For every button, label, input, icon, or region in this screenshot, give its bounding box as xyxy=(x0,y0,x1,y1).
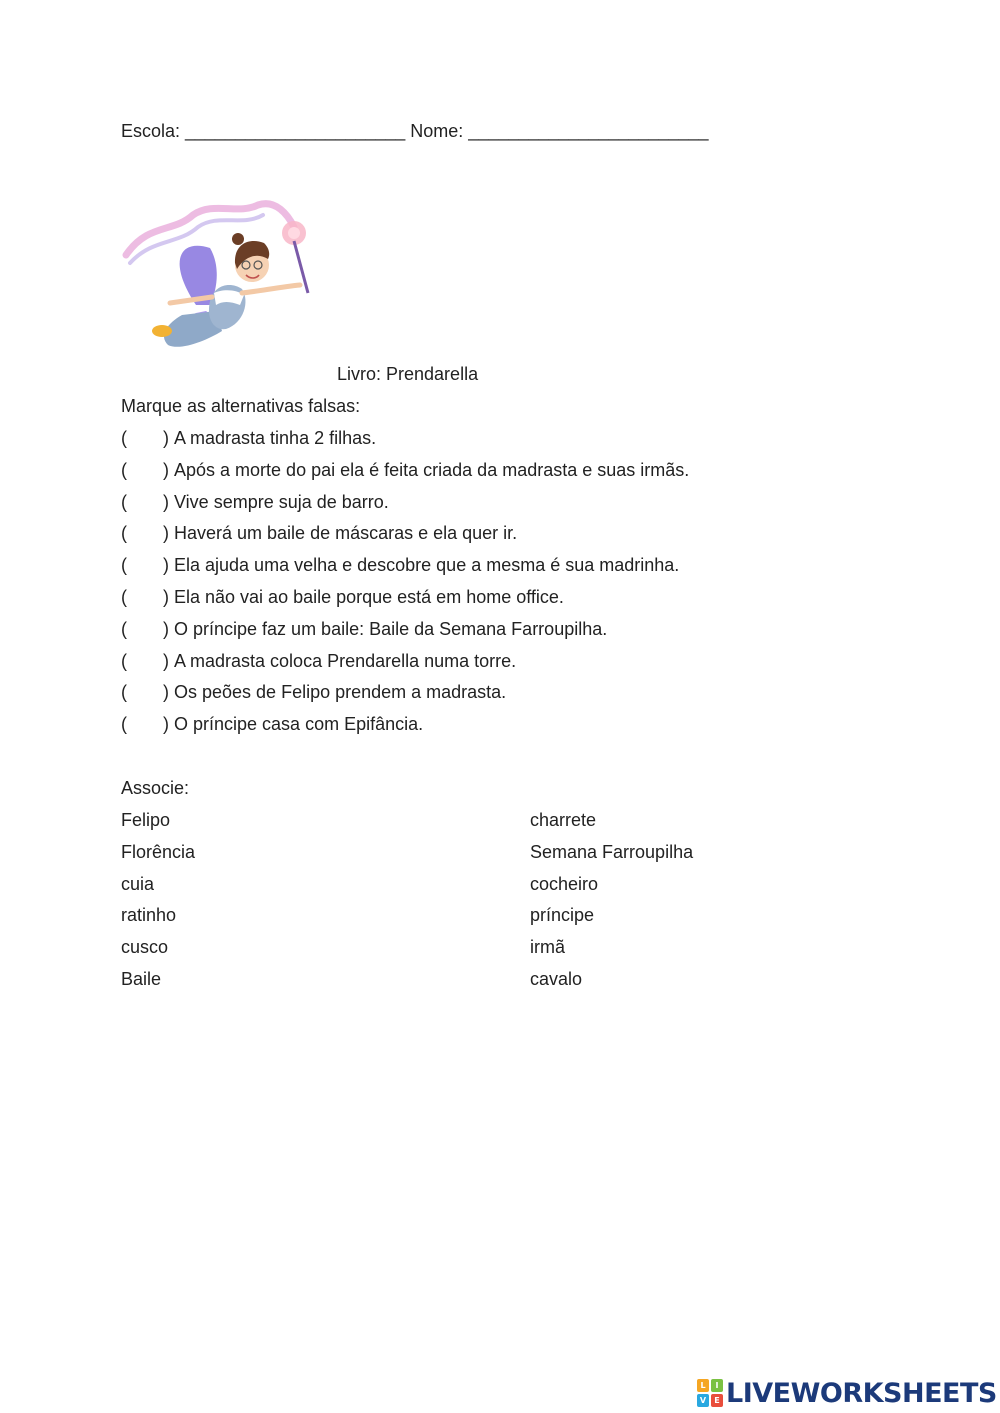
associate-label: Associe: xyxy=(121,778,190,798)
associate-left-item: Felipo xyxy=(121,810,171,830)
statement-text: A madrasta coloca Prendarella numa torre. xyxy=(174,650,517,671)
statement-text: Ela não vai ao baile porque está em home office. xyxy=(174,587,564,607)
statement-text: Após a morte do pai ela é feita criada da madrasta e suas irmãs. xyxy=(174,459,690,480)
answer-paren-open: ( xyxy=(121,587,127,607)
answer-paren-close: ) xyxy=(163,555,169,576)
answer-paren-close: ) xyxy=(163,459,169,480)
answer-paren-open: ( xyxy=(121,618,127,639)
statement-text: Vive sempre suja de barro. xyxy=(174,491,389,512)
associate-right-item: príncipe xyxy=(530,905,595,926)
associate-right-item: Semana Farroupilha xyxy=(530,841,694,862)
answer-paren-close: ) xyxy=(163,491,169,512)
fairy-illustration xyxy=(118,193,314,363)
statement-text: Os peões de Felipo prendem a madrasta. xyxy=(174,682,507,703)
answer-paren-open: ( xyxy=(121,459,127,480)
logo-badge-icon xyxy=(697,1379,723,1407)
statement-text: O príncipe casa com Epifância. xyxy=(174,714,424,735)
associate-left-item: ratinho xyxy=(121,905,177,926)
logo-badge-letter: V xyxy=(697,1394,709,1407)
associate-left-item: cusco xyxy=(121,937,169,958)
logo-badge-letter: L xyxy=(697,1379,709,1392)
liveworksheets-logo xyxy=(697,1376,997,1410)
logo-badge-letter: E xyxy=(711,1394,723,1407)
associate-right-item: charrete xyxy=(530,810,597,830)
answer-paren-close: ) xyxy=(163,618,169,639)
answer-paren-open: ( xyxy=(121,714,127,735)
instructions: Marque as alternativas falsas: xyxy=(121,396,361,416)
statement-text: O príncipe faz um baile: Baile da Semana Farroupilha. xyxy=(174,618,608,639)
answer-paren-open: ( xyxy=(121,650,127,671)
associate-right-item: cavalo xyxy=(530,969,583,989)
answer-paren-open: ( xyxy=(121,428,127,448)
answer-paren-close: ) xyxy=(163,587,169,607)
statement-text: Haverá um baile de máscaras e ela quer ir. xyxy=(174,523,518,544)
associate-right-item: cocheiro xyxy=(530,873,599,894)
header-line: Escola: ______________________ Nome: ________________________ xyxy=(121,121,709,141)
associate-left-item: Baile xyxy=(121,969,162,989)
answer-paren-open: ( xyxy=(121,523,127,544)
answer-paren-close: ) xyxy=(163,714,169,735)
statement-text: Ela ajuda uma velha e descobre que a mesma é sua madrinha. xyxy=(174,555,680,576)
answer-paren-close: ) xyxy=(163,650,169,671)
logo-text: LIVEWORKSHEETS xyxy=(726,1377,997,1409)
answer-paren-close: ) xyxy=(163,523,169,544)
associate-left-item: Florência xyxy=(121,841,196,862)
associate-left-item: cuia xyxy=(121,873,155,894)
book-title: Livro: Prendarella xyxy=(337,364,479,384)
statement-text: A madrasta tinha 2 filhas. xyxy=(174,428,377,448)
answer-paren-close: ) xyxy=(163,682,169,703)
answer-paren-open: ( xyxy=(121,682,127,703)
associate-right-item: irmã xyxy=(530,937,565,958)
answer-paren-open: ( xyxy=(121,491,127,512)
answer-paren-open: ( xyxy=(121,555,127,576)
logo-badge-letter: I xyxy=(711,1379,723,1392)
answer-paren-close: ) xyxy=(163,428,169,448)
